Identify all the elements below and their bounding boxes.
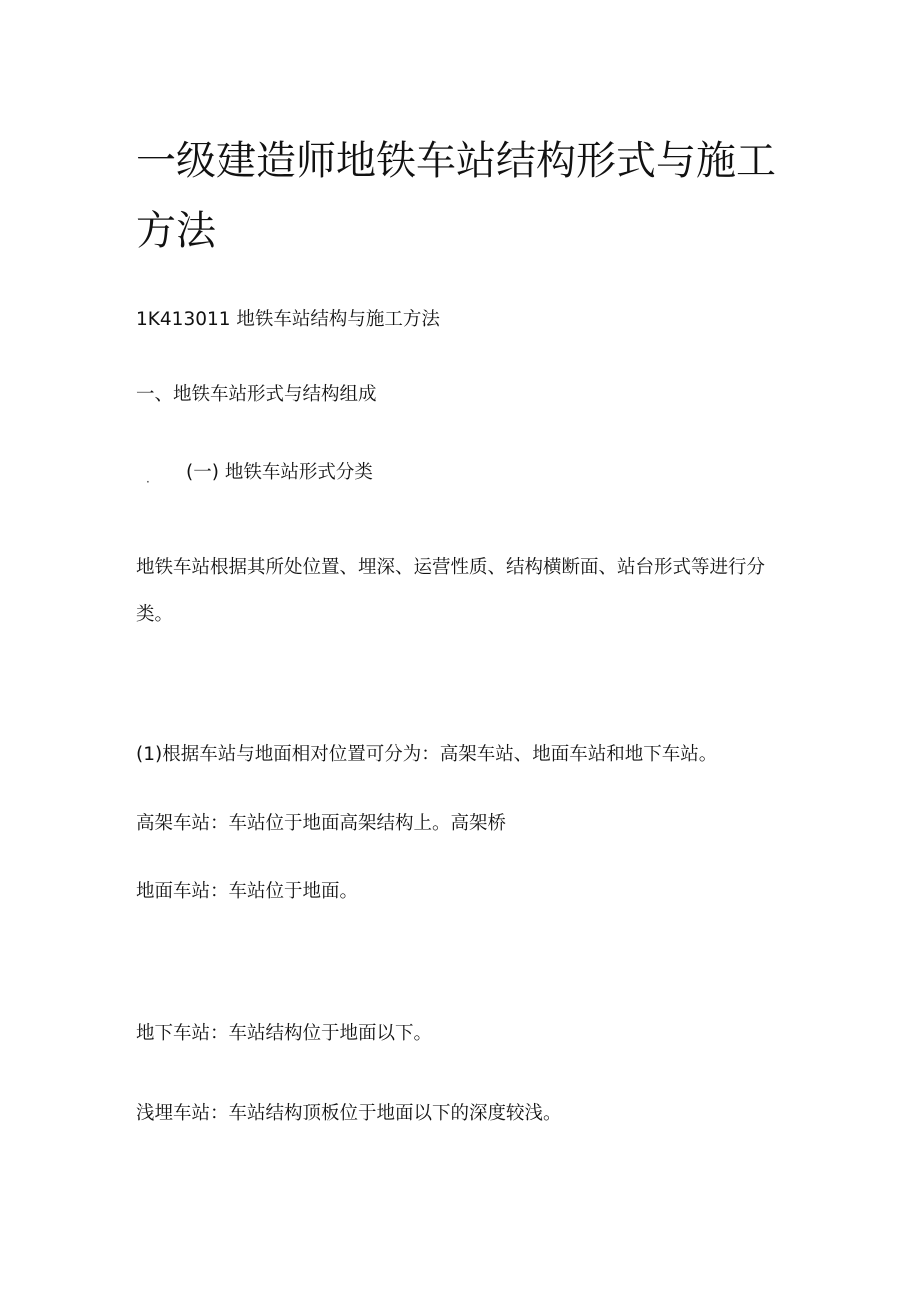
- section-code: 1K413011 地铁车站结构与施工方法: [136, 309, 440, 330]
- classification-item-1: (1)根据车站与地面相对位置可分为：高架车站、地面车站和地下车站。: [136, 744, 718, 765]
- intro-paragraph: 地铁车站根据其所处位置、埋深、运营性质、结构横断面、站台形式等进行分类。: [136, 557, 766, 625]
- ground-station-definition: 地面车站：车站位于地面。: [136, 881, 359, 902]
- underground-station-definition: 地下车站：车站结构位于地面以下。: [136, 1023, 433, 1044]
- bullet-dot: ·: [146, 475, 150, 489]
- document-title: 一级建造师地铁车站结构形式与施工方法: [136, 138, 776, 254]
- heading-level-2: (一) 地铁车站形式分类: [186, 462, 373, 483]
- elevated-station-definition: 高架车站：车站位于地面高架结构上。高架桥: [136, 813, 507, 834]
- shallow-station-definition: 浅埋车站：车站结构顶板位于地面以下的深度较浅。: [136, 1103, 562, 1124]
- heading-level-1: 一、地铁车站形式与结构组成: [136, 384, 377, 405]
